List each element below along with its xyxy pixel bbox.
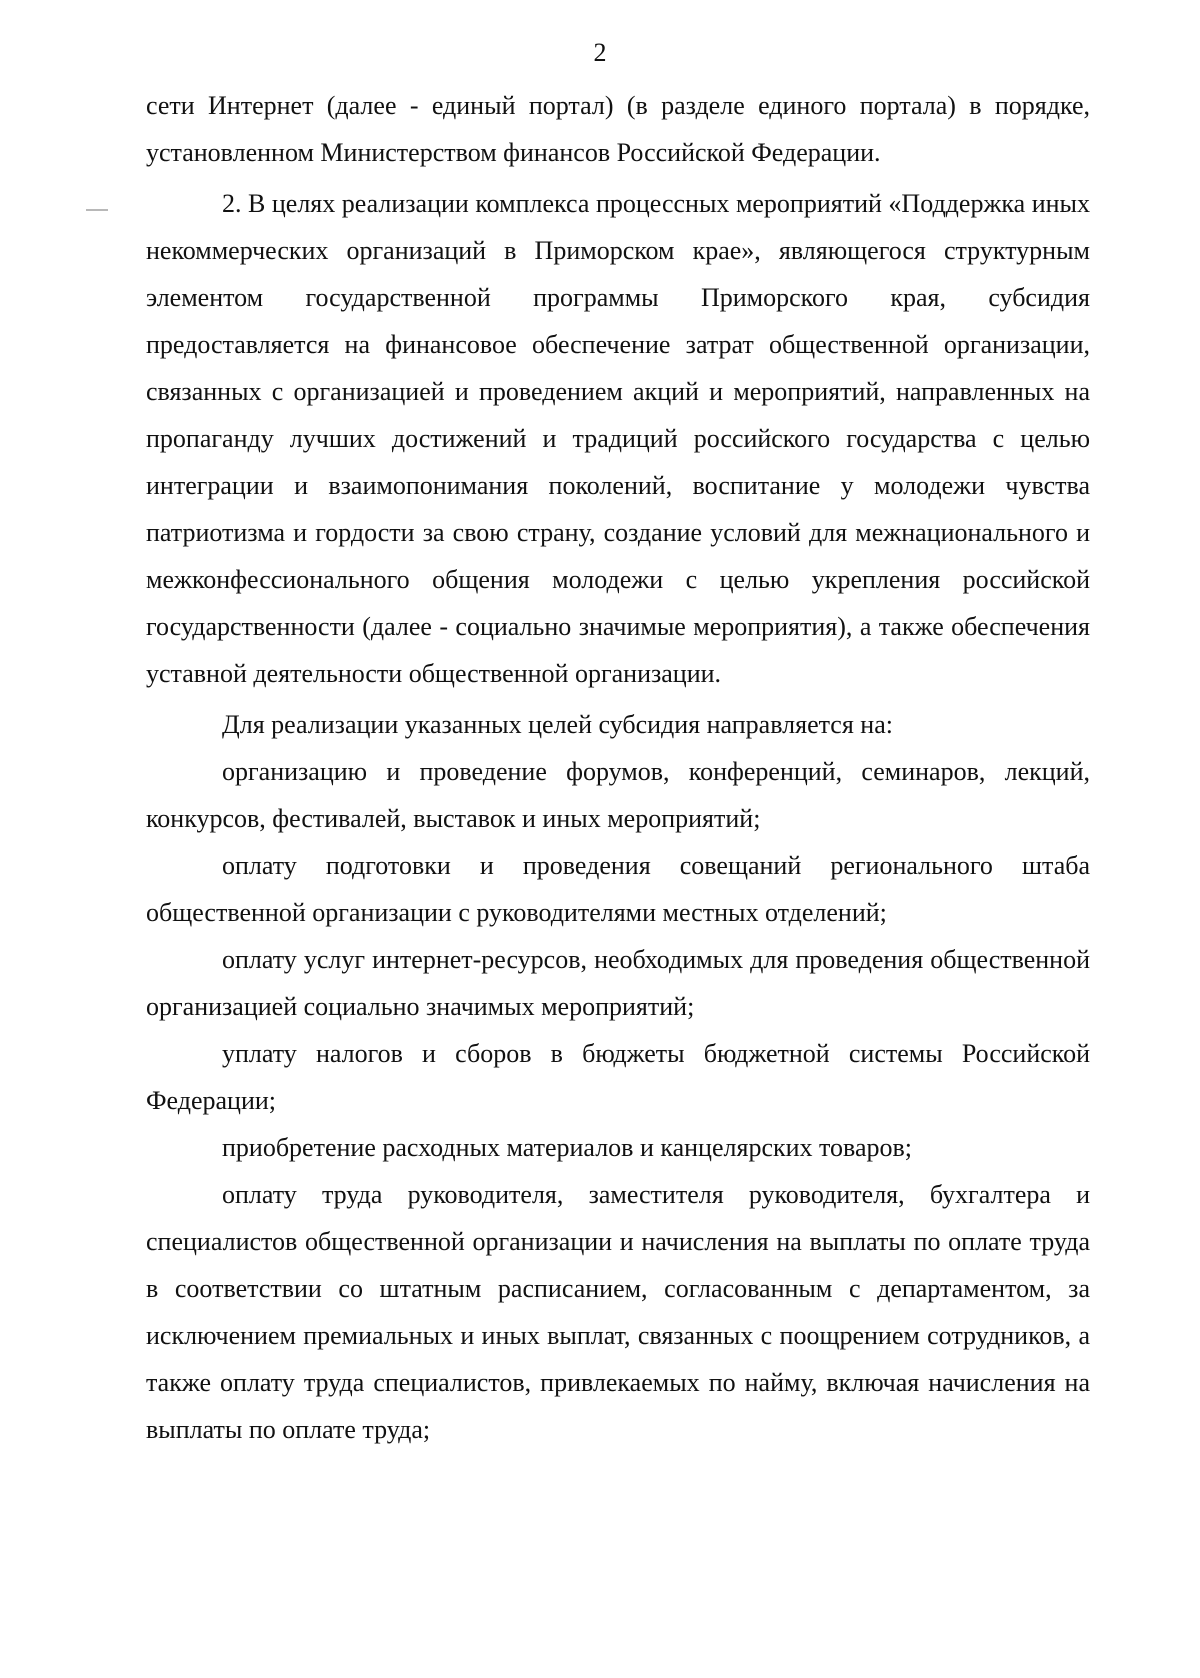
list-item-supplies: приобретение расходных материалов и канцелярских товаров; (222, 1133, 913, 1162)
list-item-salaries: оплату труда руководителя, заместителя руководителя, бухгалтера и специалистов общественной организации и начисления на выплаты по оплате труда в соответствии со штатным расписанием, согласованным с департаментом, за исключением премиальных и иных выплат, связанных с поощрением сотрудников, а также оплату труда специалистов, привлекаемых по найму, включая начисления на выплаты по оплате труда; (146, 1180, 1090, 1444)
paragraph-continuation: сети Интернет (далее - единый портал) (в разделе единого портала) в порядке, установленном Министерством финансов Российской Федерации. (146, 91, 1090, 167)
list-item-taxes: уплату налогов и сборов в бюджеты бюджетной системы Российской Федерации; (146, 1039, 1090, 1115)
paragraph-purposes-intro: Для реализации указанных целей субсидия направляется на: (222, 710, 893, 739)
page-number: 2 (593, 38, 607, 67)
document-body (146, 82, 1090, 1453)
list-item-internet-services: оплату услуг интернет-ресурсов, необходимых для проведения общественной организацией социально значимых мероприятий; (146, 945, 1090, 1021)
paragraph-clause-2: 2. В целях реализации комплекса процессных мероприятий «Поддержка иных некоммерческих организаций в Приморском крае», являющегося структурным элементом государственной программы Приморского края, субсидия предоставляется на финансовое обеспечение затрат общественной организации, связанных с организацией и проведением акций и мероприятий, направленных на пропаганду лучших достижений и традиций российского государства с целью интеграции и взаимопонимания поколений, воспитание у молодежи чувства патриотизма и гордости за свою страну, создание условий для межнационального и межконфессионального общения молодежи с целью укрепления российской государственности (далее - социально значимые мероприятия), а также обеспечения уставной деятельности общественной организации. (146, 189, 1090, 688)
list-item-meetings: оплату подготовки и проведения совещаний регионального штаба общественной организации с руководителями местных отделений; (146, 851, 1090, 927)
list-item-forums: организацию и проведение форумов, конференций, семинаров, лекций, конкурсов, фестивалей, выставок и иных мероприятий; (146, 757, 1090, 833)
margin-mark (86, 209, 108, 211)
